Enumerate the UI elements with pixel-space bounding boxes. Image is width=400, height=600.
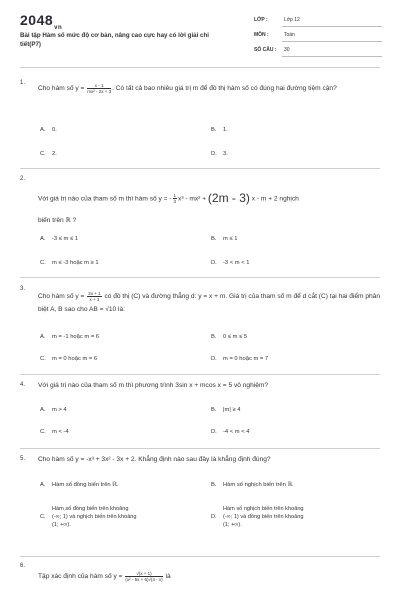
question-number: 6. (20, 563, 26, 569)
meta-subject: MÔN : Toán (254, 32, 295, 38)
fraction: $\frac{1}{3}$ (173, 193, 177, 204)
logo-text: 2048 (20, 12, 54, 28)
option-a[interactable]: A. -3 ≤ m ≤ 1 (40, 236, 79, 242)
question-text-cont: biến trên ℝ ? (38, 217, 77, 224)
question-text: Với giá trị nào của tham số m thì hàm số y = - $\frac{1}{3}$ x³ - mx² + (2m - 3) x - m + 2 nghịch (38, 191, 299, 205)
option-b[interactable]: B. Hàm số nghịch biến trên ℝ. (211, 482, 294, 488)
divider (20, 556, 380, 557)
option-c[interactable]: Hàm số đồng biến trên khoảng C. (-∞; 1) và nghịch biến trên khoảng (1; +∞). (40, 506, 137, 528)
question-text: Cho hàm số y = $\frac{x - 1}{\text{mx² - 2x + 3}}$ . Có tất cả bao nhiêu giá trị m để đồ thị hàm số có đúng hai đường tiệm cận? (38, 82, 337, 94)
option-b[interactable]: B. 1. (211, 127, 228, 133)
divider (20, 448, 380, 449)
meta-class-value: Lớp 12 (284, 17, 300, 23)
meta-divider (282, 26, 382, 27)
fraction: $\frac{x - 1}{\text{mx² - 2x + 3}}$ (87, 82, 112, 94)
divider (20, 277, 380, 278)
question-text: Cho hàm số y = $\frac{2x + 1}{x + 1}$ có đồ thị (C) và đường thẳng d: y = x + m. Giá trị của tham số m để d cắt (C) tại hai điểm phân biệt A, B sao cho AB = √10 là: (38, 290, 380, 313)
option-b[interactable]: B. |m| ≥ 4 (211, 407, 241, 413)
question-number: 3. (20, 286, 26, 292)
question-2 (20, 176, 380, 271)
question-number: 1. (20, 80, 26, 86)
option-d[interactable]: Hàm số nghịch biến trên khoảng D. (-∞; 1) và đồng biến trên khoảng (1; +∞). (211, 506, 304, 528)
header (0, 0, 400, 62)
option-a[interactable]: A. m > 4 (40, 407, 67, 413)
question-3 (20, 286, 380, 376)
question-number: 2. (20, 176, 26, 182)
option-d[interactable]: D. 3. (211, 151, 228, 157)
option-c[interactable]: C. m ≤ -3 hoặc m ≥ 1 (40, 260, 99, 266)
divider (20, 168, 380, 169)
option-b[interactable]: B. 0 ≤ m ≤ 5 (211, 334, 248, 340)
option-a[interactable]: A. Hàm số đồng biến trên ℝ. (40, 482, 119, 488)
option-d[interactable]: D. -4 < m < 4 (211, 429, 250, 435)
meta-class: LỚP : Lớp 12 (254, 17, 300, 23)
logo-suffix: vn (54, 24, 63, 31)
divider (20, 374, 380, 375)
option-c[interactable]: C. m = 0 hoặc m = 6 (40, 356, 98, 362)
meta-subject-value: Toán (284, 32, 295, 38)
meta-divider (282, 56, 382, 57)
question-number: 5. (20, 456, 26, 462)
question-text: Với giá trị nào của tham số m thì phương trình 3sin x + mcos x = 5 vô nghiệm? (38, 382, 269, 389)
meta-divider (282, 41, 382, 42)
meta-count-value: 30 (284, 47, 290, 53)
question-text: Tập xác định của hàm số y = $\frac{√(x + 1)}{\text{(x² - 5x + 6)√(4 - x)}}$ là (38, 570, 171, 582)
question-1 (20, 80, 380, 165)
fraction: $\frac{2x + 1}{x + 1}$ (88, 290, 101, 302)
option-c[interactable]: C. m < -4 (40, 429, 69, 435)
question-6 (20, 563, 380, 600)
question-5 (20, 456, 380, 551)
question-number: 4. (20, 382, 26, 388)
meta-count: SỐ CÂU : 30 (254, 47, 290, 53)
document-title: Bài tập Hàm số mức độ cơ bản, nâng cao cực hay có lời giải chi tiết(P7) (20, 32, 209, 48)
option-a[interactable]: A. m = -1 hoặc m = 6 (40, 334, 100, 340)
fraction: $\frac{√(x + 1)}{\text{(x² - 5x + 6)√(4 - x)}}$ (125, 570, 163, 582)
option-b[interactable]: B. m ≤ 1 (211, 236, 238, 242)
site-logo[interactable] (20, 12, 62, 31)
option-d[interactable]: D. -3 < m < 1 (211, 260, 250, 266)
question-4 (20, 382, 380, 442)
option-c[interactable]: C. 2. (40, 151, 57, 157)
option-d[interactable]: D. m = 0 hoặc m = 7 (211, 356, 269, 362)
question-text: Cho hàm số y = -x³ + 3x² - 3x + 2. Khẳng định nào sau đây là khẳng định đúng? (38, 456, 271, 463)
parenthesized-term: (2m - 3) (207, 191, 250, 205)
divider (20, 67, 380, 68)
option-a[interactable]: A. 0. (40, 127, 57, 133)
